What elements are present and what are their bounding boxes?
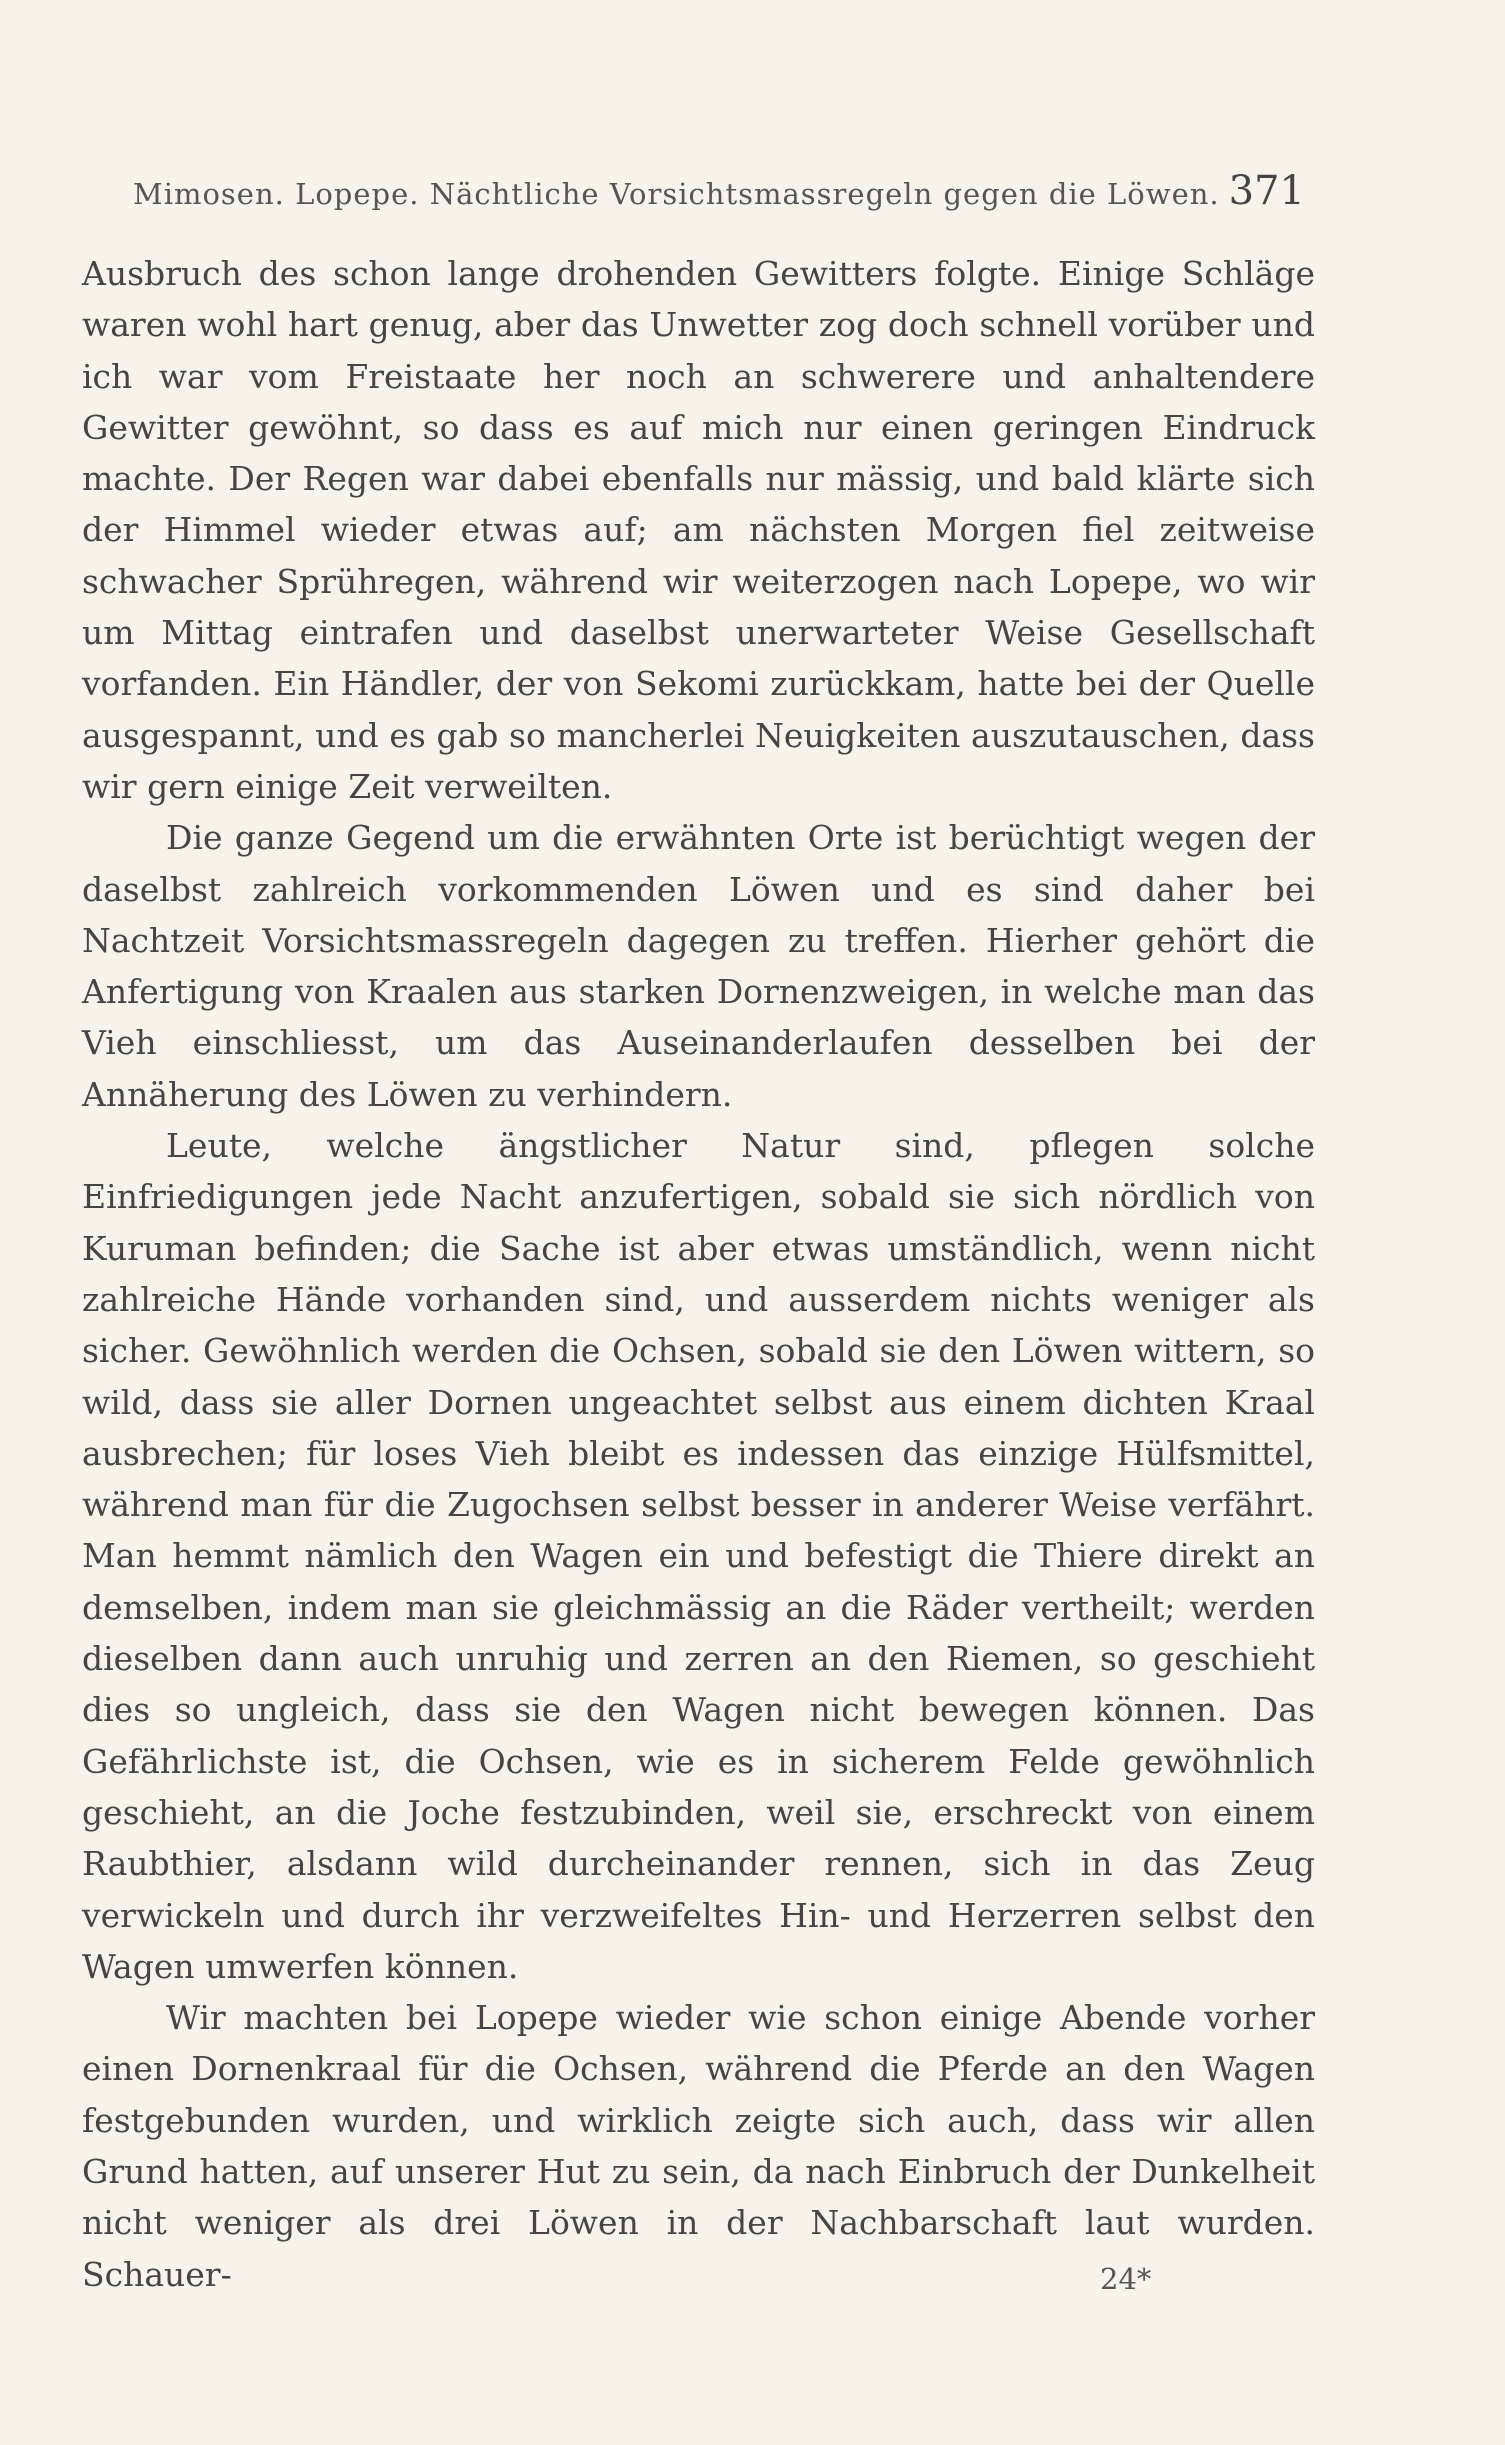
running-header bbox=[133, 168, 1305, 214]
paragraph: Wir machten bei Lopepe wieder wie schon einige Abende vorher einen Dornenkraal für die Ochsen, während die Pferde an den Wagen festgebunden wurden, und wirklich zeigte sich auch, dass wir allen Grund hatten, auf unserer Hut zu sein, da nach Einbruch der Dunkelheit nicht weniger als drei Löwen in der Nachbarschaft laut wurden. Schauer- bbox=[82, 1998, 1315, 2294]
body-text bbox=[82, 248, 1315, 2300]
paragraph: Die ganze Gegend um die erwähnten Orte ist berüchtigt wegen der daselbst zahlreich vorkommenden Löwen und es sind daher bei Nachtzeit Vorsichtsmassregeln dagegen zu treffen. Hierher gehört die Anfertigung von Kraalen aus starken Dornenzweigen, in welche man das Vieh einschliesst, um das Auseinanderlaufen desselben bei der Annäherung des Löwen zu verhindern. bbox=[82, 818, 1315, 1114]
page-number: 371 bbox=[1228, 168, 1305, 214]
paragraph: Leute, welche ängstlicher Natur sind, pflegen solche Einfriedigungen jede Nacht anzufertigen, sobald sie sich nördlich von Kuruman befinden; die Sache ist aber etwas umständlich, wenn nicht zahlreiche Hände vorhanden sind, und ausserdem nichts weniger als sicher. Gewöhnlich werden die Ochsen, sobald sie den Löwen wittern, so wild, dass sie aller Dornen ungeachtet selbst aus einem dichten Kraal ausbrechen; für loses Vieh bleibt es indessen das einzige Hülfsmittel, während man für die Zugochsen selbst besser in anderer Weise verfährt. Man hemmt nämlich den Wagen ein und befestigt die Thiere direkt an demselben, indem man sie gleichmässig an die Räder vertheilt; werden dieselben dann auch unruhig und zerren an den Riemen, so geschieht dies so ungleich, dass sie den Wagen nicht bewegen können. Das Gefährlichste ist, die Ochsen, wie es in sicherem Felde gewöhnlich geschieht, an die Joche festzubinden, weil sie, erschreckt von einem Raubthier, alsdann wild durcheinander rennen, sich in das Zeug verwickeln und durch ihr verzweifeltes Hin- und Herzerren selbst den Wagen umwerfen können. bbox=[82, 1126, 1315, 1986]
signature-mark: 24* bbox=[1100, 2262, 1152, 2296]
running-head-title: Mimosen. Lopepe. Nächtliche Vorsichtsmassregeln gegen die Löwen. bbox=[133, 177, 1220, 211]
paragraph: Ausbruch des schon lange drohenden Gewitters folgte. Einige Schläge waren wohl hart genug, aber das Unwetter zog doch schnell vorüber und ich war vom Freistaate her noch an schwerere und anhaltendere Gewitter gewöhnt, so dass es auf mich nur einen geringen Eindruck machte. Der Regen war dabei ebenfalls nur mässig, und bald klärte sich der Himmel wieder etwas auf; am nächsten Morgen fiel zeitweise schwacher Sprühregen, während wir weiterzogen nach Lopepe, wo wir um Mittag eintrafen und daselbst unerwarteter Weise Gesellschaft vorfanden. Ein Händler, der von Sekomi zurückkam, hatte bei der Quelle ausgespannt, und es gab so mancherlei Neuigkeiten auszutauschen, dass wir gern einige Zeit verweilten. bbox=[82, 254, 1315, 806]
